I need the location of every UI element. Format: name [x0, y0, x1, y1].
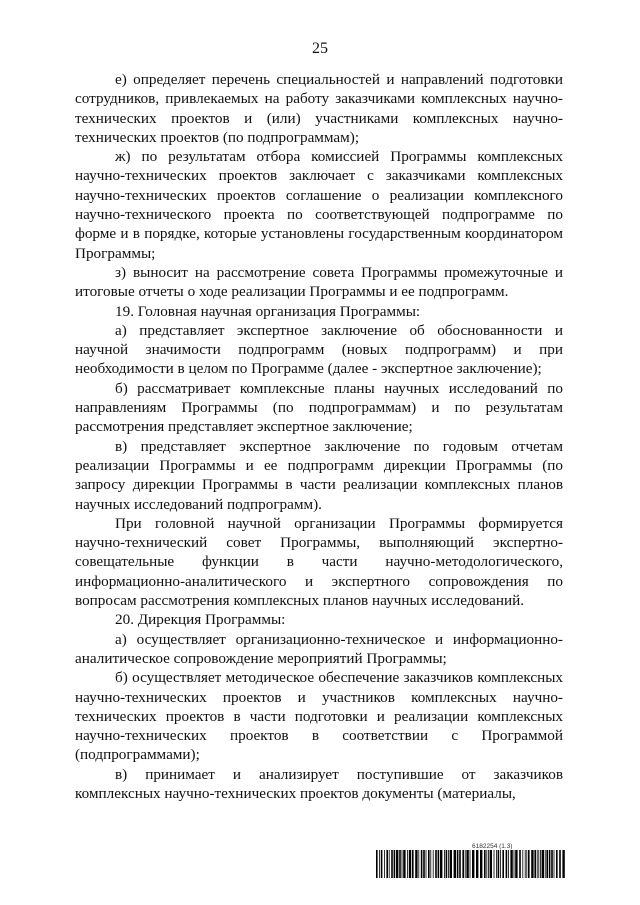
barcode-bar — [384, 850, 385, 878]
barcode-bar — [381, 850, 383, 878]
barcode-bar — [470, 850, 471, 878]
barcode-bar — [522, 850, 523, 878]
barcode-bar — [528, 850, 530, 878]
barcode-bar — [506, 850, 508, 878]
barcode-bar — [430, 850, 431, 878]
barcode-bar — [448, 850, 449, 878]
barcode-bar — [386, 850, 388, 878]
barcode-bar — [502, 850, 504, 878]
barcode-bar — [514, 850, 515, 878]
barcode-bar — [490, 850, 492, 878]
barcode-bar — [538, 850, 539, 878]
section-heading-20: 20. Дирекция Программы: — [115, 611, 286, 629]
barcode-bar — [494, 850, 495, 878]
paragraph-item-zh: ж) по результатам отбора комиссией Программы комплексных научно-технических проектов заключает с заказчиками комплексных научно-технических проектов соглашение о реализации комплексного научно-технического проекта по соответствующей подпрограмме по форме и в порядке, которые установлены государственным координатором Программы; — [75, 148, 563, 262]
barcode-bar — [407, 850, 408, 878]
barcode-bar — [525, 850, 526, 878]
barcode-bar — [496, 850, 497, 878]
barcode-bar — [466, 850, 468, 878]
barcode-bar — [556, 850, 558, 878]
barcode-bar — [412, 850, 414, 878]
barcode-bar — [402, 850, 403, 878]
barcode-bar — [403, 850, 405, 878]
barcode-bar — [423, 850, 425, 878]
barcode-bar — [444, 850, 445, 878]
document-code: 6182254 (1.3) — [472, 843, 513, 850]
barcode-bar — [542, 850, 544, 878]
barcode-bar — [396, 850, 398, 878]
barcode-bar — [376, 850, 378, 878]
barcode-bar — [531, 850, 533, 878]
paragraph-item-a: а) представляет экспертное заключение об обоснованности и научной значимости подпрограмм (новых подпрограмм) и при необходимости в целом по Программе (далее - экспертное заключение); — [75, 321, 563, 378]
barcode-bar — [438, 850, 440, 878]
barcode-bar — [554, 850, 555, 878]
paragraph-item-v: в) представляет экспертное заключение по годовым отчетам реализации Программы и ее подпрограмм дирекции Программы (по запросу дирекции Программы в части реализации комплексных планов научных исследований подпрограмм). — [75, 437, 563, 513]
barcode-bar — [534, 850, 536, 878]
paragraph-item-b-20: б) осуществляет методическое обеспечение заказчиков комплексных научно-технических проектов и участников комплексных научно-технических проектов в части подготовки и реализации комплексных научно-технических проектов в соответствии с Программой (подпрограммами); — [75, 669, 563, 764]
paragraph-item-e: е) определяет перечень специальностей и направлений подготовки сотрудников, привлекаемых на работу заказчиками комплексных научно-технических проектов и (или) участниками комплексных научно-технических проектов (по подпрограммам); — [75, 71, 563, 146]
barcode-bar — [418, 850, 419, 878]
barcode-bar — [389, 850, 390, 878]
barcode-bar — [559, 850, 561, 878]
paragraph-council: При головной научной организации Программы формируется научно-технический совет Программы, выполняющий экспертно-совещательные функции в части научно-методологического, информационно-аналитического и экспертного сопровождения по вопросам рассмотрения комплексных планов научных исследований. — [75, 514, 563, 610]
barcode-bar — [379, 850, 380, 878]
barcode-bar — [508, 850, 509, 878]
barcode-bar — [409, 850, 411, 878]
barcode-bar — [433, 850, 434, 878]
section-heading-19: 19. Головная научная организация Программы: — [115, 302, 421, 320]
barcode-bar — [551, 850, 553, 878]
barcode-bar — [465, 850, 466, 878]
barcode-bar — [488, 850, 489, 878]
barcode-bar — [537, 850, 538, 878]
barcode-bar — [462, 850, 464, 878]
page-number: 25 — [312, 40, 328, 57]
barcode-bar — [480, 850, 482, 878]
barcode-bar — [549, 850, 551, 878]
barcode-bar — [440, 850, 442, 878]
barcode-bar — [526, 850, 527, 878]
barcode-bar — [459, 850, 461, 878]
barcode-bar — [428, 850, 430, 878]
barcode-bar — [500, 850, 501, 878]
barcode-bar — [435, 850, 437, 878]
barcode-bar — [415, 850, 417, 878]
barcode-bar — [515, 850, 517, 878]
barcode-bar — [426, 850, 427, 878]
barcode-bar — [472, 850, 474, 878]
barcode-bar — [545, 850, 546, 878]
paragraph-item-a-20: а) осуществляет организационно-техническое и информационно-аналитическое сопровождение мероприятий Программы; — [75, 630, 563, 667]
barcode-bar — [562, 850, 564, 878]
paragraph-item-z: з) выносит на рассмотрение совета Программы промежуточные и итоговые отчеты о ходе реализации Программы и ее подпрограмм. — [75, 263, 563, 301]
barcode-bar — [540, 850, 541, 878]
paragraph-item-b: б) рассматривает комплексные планы научных исследований по направлениям Программы (по подпрограммам) и по результатам рассмотрения представляет экспертное заключение; — [75, 379, 563, 436]
barcode-bar — [476, 850, 478, 878]
barcode-bar — [421, 850, 423, 878]
barcode-bar — [484, 850, 486, 878]
paragraph-item-v-20: в) принимает и анализирует поступившие от заказчиков комплексных научно-технических проектов документы (материалы, — [75, 765, 563, 802]
barcode-bar — [546, 850, 548, 878]
barcode-bar — [486, 850, 487, 878]
barcode-bar — [399, 850, 401, 878]
barcode-bar — [391, 850, 393, 878]
barcode-image — [376, 850, 565, 878]
barcode-bar — [394, 850, 396, 878]
barcode-bar — [498, 850, 500, 878]
barcode-bar — [450, 850, 452, 878]
barcode-bar — [454, 850, 456, 878]
barcode-bar — [446, 850, 448, 878]
barcode-bar — [457, 850, 459, 878]
barcode-bar — [519, 850, 521, 878]
barcode-bar — [510, 850, 512, 878]
document-body — [75, 70, 563, 803]
